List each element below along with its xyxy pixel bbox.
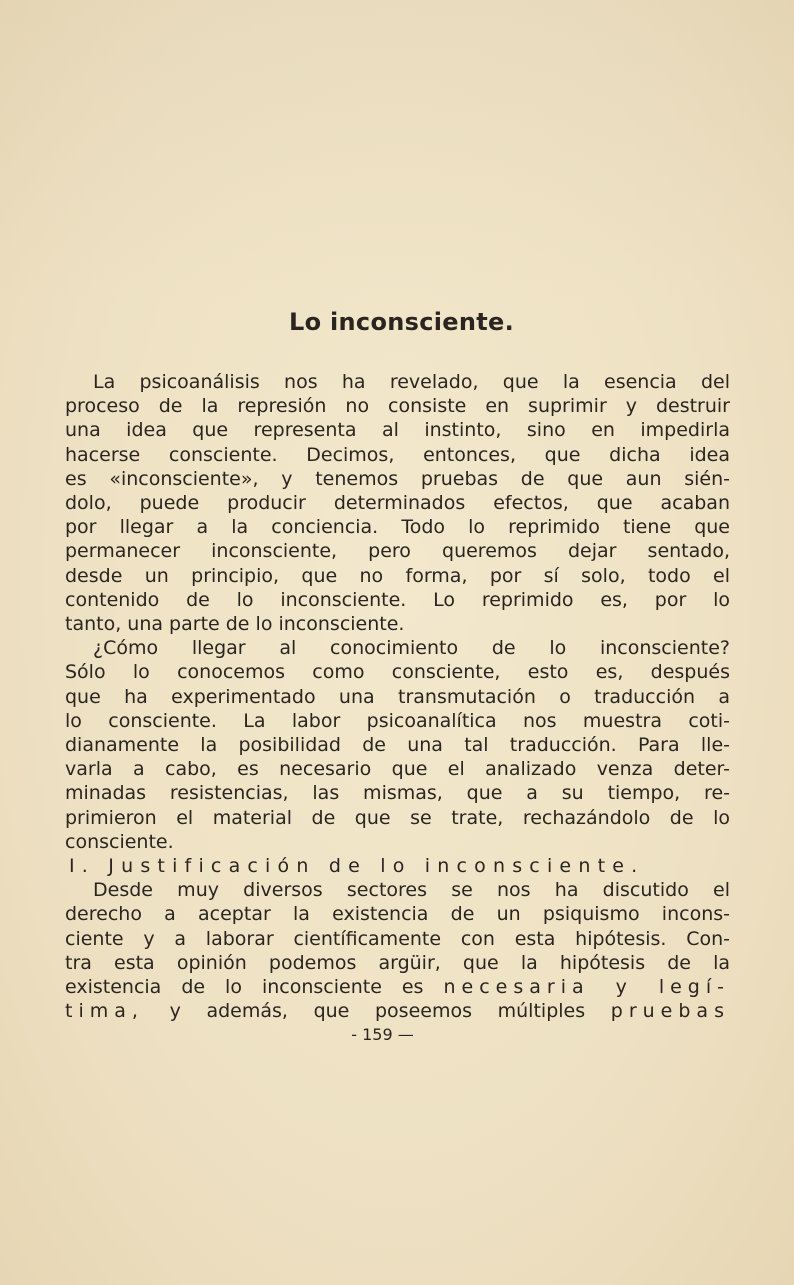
emphasis-text: tima, — [65, 1000, 144, 1023]
text-line: varla a cabo, es necesario que el analizado venza deter- — [65, 758, 730, 781]
emphasis-text: pruebas — [610, 1000, 730, 1023]
paragraph-3 — [65, 878, 730, 1023]
text-segment: y además, que poseemos múltiples — [169, 1000, 586, 1023]
text-line: contenido de lo inconsciente. Lo reprimido es, por lo — [65, 588, 730, 611]
text-line — [65, 999, 730, 1023]
text-line: tra esta opinión podemos argüir, que la hipótesis de la — [65, 951, 730, 974]
chapter-title: Lo inconsciente. — [288, 308, 515, 336]
text-line: primieron el material de que se trate, rechazándolo de lo — [65, 806, 730, 829]
page-content — [65, 308, 730, 1044]
text-line: lo consciente. La labor psicoanalítica nos muestra coti- — [65, 709, 730, 732]
text-line: dolo, puede producir determinados efectos, que acaban — [65, 492, 730, 515]
text-line: La psicoanálisis nos ha revelado, que la esencia del — [93, 371, 730, 393]
section-heading: I. Justificación de lo inconsciente. — [69, 855, 645, 878]
emphasis-text: necesaria y legí- — [443, 976, 730, 999]
text-line: por llegar a la conciencia. Todo lo reprimido tiene que — [65, 516, 730, 539]
text-line: minadas resistencias, las mismas, que a su tiempo, re- — [65, 782, 730, 805]
text-line: hacerse consciente. Decimos, entonces, que dicha idea — [65, 443, 730, 466]
text-line: ciente y a laborar científicamente con esta hipótesis. Con- — [65, 927, 730, 950]
text-line: ¿Cómo llegar al conocimiento de lo inconsciente? — [93, 637, 730, 660]
text-line: desde un principio, que no forma, por sí solo, todo el — [65, 564, 730, 587]
page-number: - 159 — — [351, 1025, 414, 1045]
paragraph-2 — [65, 636, 730, 854]
text-line: derecho a aceptar la existencia de un psiquismo incons- — [65, 903, 730, 926]
text-line: proceso de la represión no consiste en suprimir y destruir — [65, 395, 730, 418]
text-line: Desde muy diversos sectores se nos ha discutido el — [93, 879, 730, 902]
text-line: que ha experimentado una transmutación o traducción a — [65, 685, 730, 708]
text-line: dianamente la posibilidad de una tal traducción. Para lle- — [65, 734, 730, 757]
text-line: tanto, una parte de lo inconsciente. — [65, 613, 405, 636]
show-through-area — [0, 0, 794, 300]
text-line: una idea que representa al instinto, sino en impedirla — [65, 419, 730, 442]
text-line: es «inconsciente», y tenemos pruebas de que aun sién- — [65, 467, 730, 490]
paragraph-1 — [65, 370, 730, 636]
text-line: consciente. — [65, 830, 174, 853]
text-line: permanecer inconsciente, pero queremos dejar sentado, — [65, 540, 730, 563]
text-line: Sólo lo conocemos como consciente, esto es, después — [65, 661, 730, 684]
text-line — [65, 975, 730, 999]
text-segment: existencia de lo inconsciente es — [65, 976, 424, 999]
